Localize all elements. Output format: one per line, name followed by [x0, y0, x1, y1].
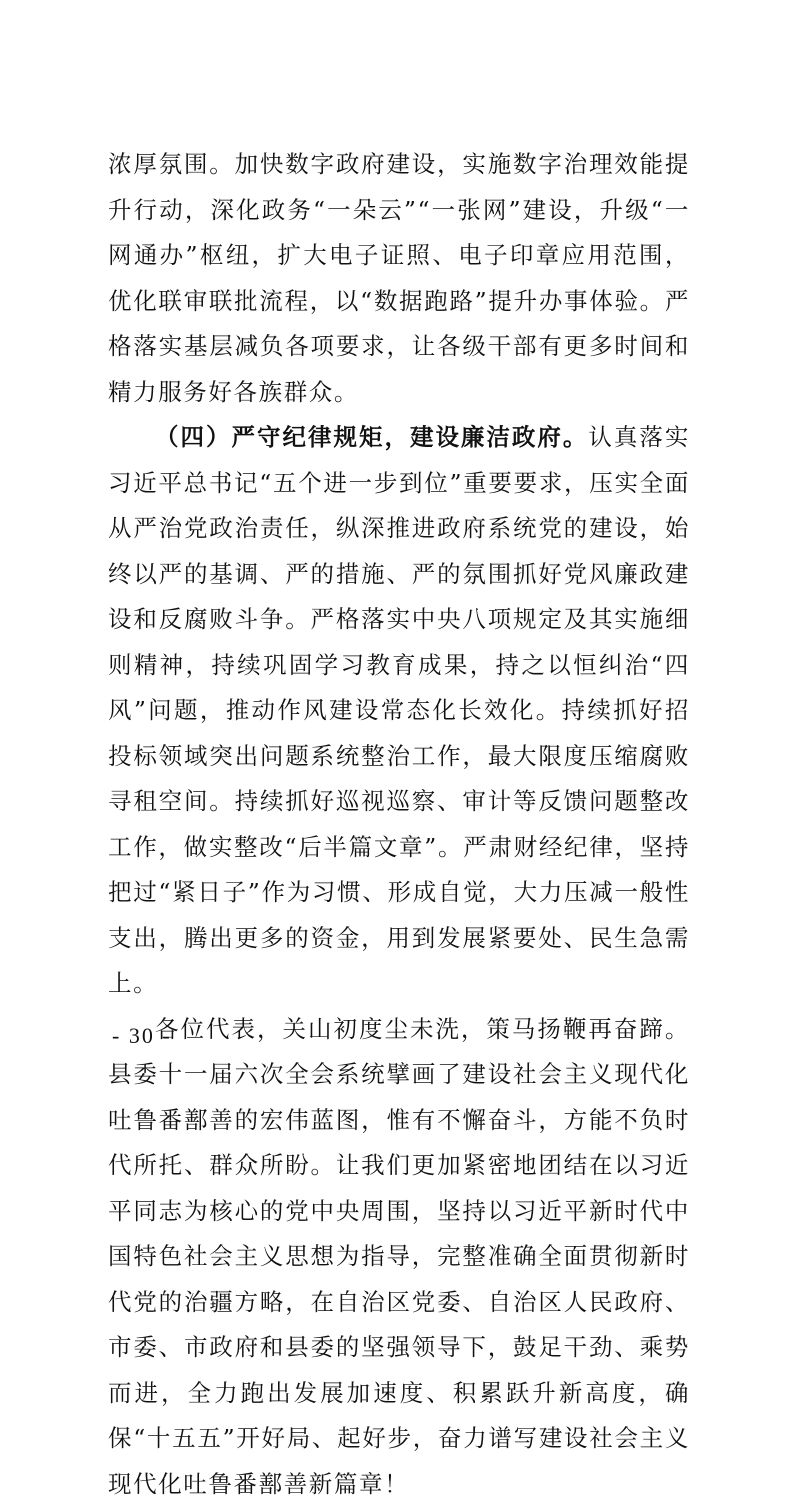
closing-paragraph: 各位代表，关山初度尘未洗，策马扬鞭再奋蹄。县委十一届六次全会系统擘画了建设社会主义现代化吐鲁番鄯善的宏伟蓝图，惟有不懈奋斗，方能不负时代所托、群众所盼。让我们更加紧密地团结在以习近平同志为核心的党中央周围，坚持以习近平新时代中国特色社会主义思想为指导，完整准确全面贯彻新时代党的治疆方略，在自治区党委、自治区人民政府、市委、市政府和县委的坚强领导下，鼓足干劲、乘势而进，全力跑出发展加速度、积累跃升新高度，确保“十五五”开好局、起好步，奋力谱写建设社会主义现代化吐鲁番鄯善新篇章！: [108, 1007, 690, 1507]
section-4-body: 认真落实习近平总书记“五个进一步到位”重要要求，压实全面从严治党政治责任，纵深推进政府系统党的建设，始终以严的基调、严的措施、严的氛围抓好党风廉政建设和反腐败斗争。严格落实中央八项规定及其实施细则精神，持续巩固学习教育成果，持之以恒纠治“四风”问题，推动作风建设常态化长效化。持续抓好招投标领域突出问题系统整治工作，最大限度压缩腐败寻租空间。持续抓好巡视巡察、审计等反馈问题整改工作，做实整改“后半篇文章”。严肃财经纪律，坚持把过“紧日子”作为习惯、形成自觉，大力压减一般性支出，腾出更多的资金，用到发展紧要处、民生急需上。: [108, 423, 690, 997]
page-number: - 30 -: [112, 1023, 172, 1049]
paragraph-continuation: 浓厚氛围。加快数字政府建设，实施数字治理效能提升行动，深化政务“一朵云”“一张网”建设，升级“一网通办”枢纽，扩大电子证照、电子印章应用范围，优化联审联批流程，以“数据跑路”提升办事体验。严格落实基层减负各项要求，让各级干部有更多时间和精力服务好各族群众。: [108, 142, 690, 415]
section-4-paragraph: [108, 415, 690, 1007]
document-body: [108, 142, 690, 1507]
section-4-heading: （四）严守纪律规矩，建设廉洁政府。: [155, 423, 588, 451]
